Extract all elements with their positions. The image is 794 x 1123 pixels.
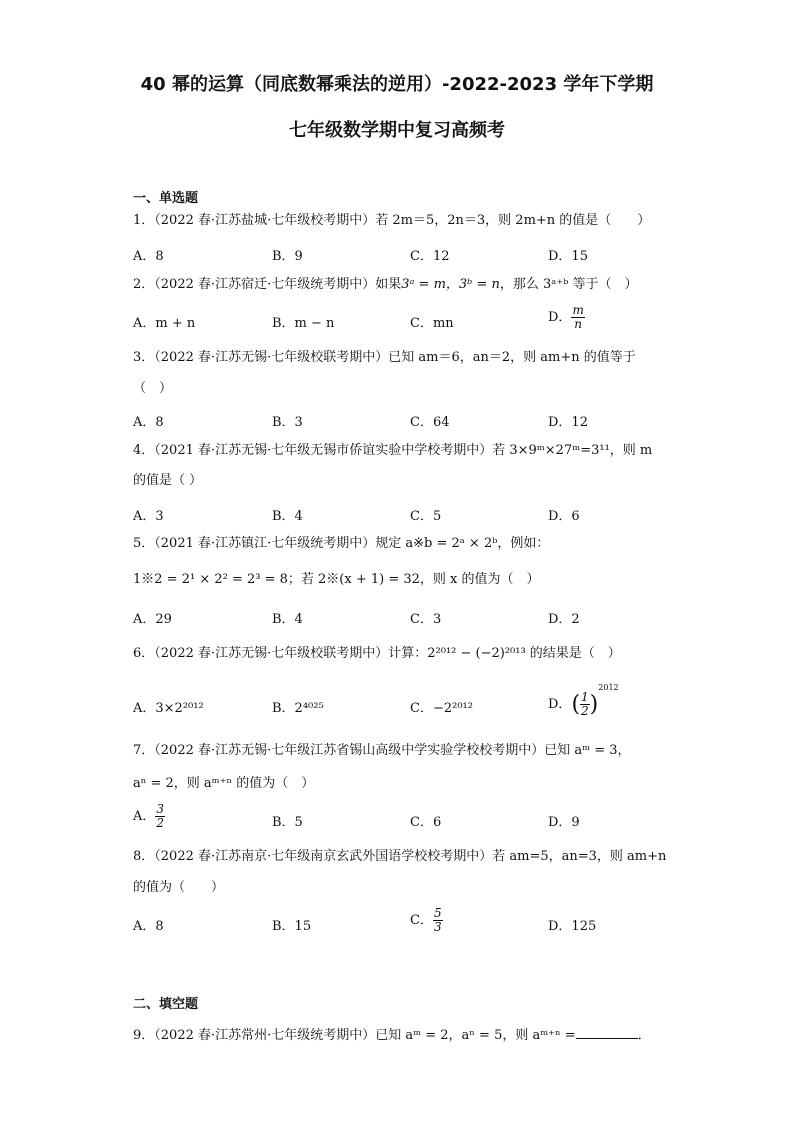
question-8-option-a[interactable]: A．8	[133, 919, 164, 934]
question-8-option-c[interactable]	[410, 907, 443, 934]
question-7-option-c[interactable]: C．6	[410, 815, 442, 830]
question-5-stem-line1: 5．（2021 春·江苏镇江·七年级统考期中）规定 a※b = 2ᵃ × 2ᵇ，例如：	[133, 536, 550, 551]
question-5-option-d[interactable]: D．2	[548, 612, 580, 627]
question-6-stem: 6．（2022 春·江苏无锡·七年级校联考期中）计算：2²⁰¹² − (−2)²⁰¹³ 的结果是（ ）	[133, 646, 621, 661]
question-2-option-d[interactable]	[548, 304, 585, 331]
fraction-denominator: 2	[581, 704, 589, 718]
question-7-option-d[interactable]: D．9	[548, 815, 580, 830]
question-9-stem-suffix: ．	[637, 1028, 651, 1043]
question-7-option-a-fraction	[155, 803, 165, 830]
question-2-stem-suffix: ，那么 3ᵃ⁺ᵇ 等于（ ）	[499, 277, 638, 292]
question-3-option-b[interactable]: B．3	[272, 415, 303, 430]
question-5-options	[133, 608, 693, 632]
question-3-stem-line2: （ ）	[133, 381, 173, 396]
question-6-option-b[interactable]: B．2⁴⁰²⁵	[272, 701, 324, 716]
question-4-stem-line2: 的值是（ ）	[133, 473, 203, 488]
question-8-stem-line2: 的值为（ ）	[133, 880, 225, 895]
fraction-denominator: 3	[433, 920, 442, 934]
question-1-stem: 1．（2022 春·江苏盐城·七年级校考期中）若 2m＝5，2n＝3，则 2m+n 的值是（ ）	[133, 213, 651, 228]
fraction-numerator: m	[572, 303, 584, 317]
question-5-option-b[interactable]: B．4	[272, 612, 303, 627]
fraction-numerator: 1	[581, 690, 589, 704]
question-2-stem-math: 3ᵃ = m，3ᵇ = n	[401, 277, 500, 292]
question-5-option-a[interactable]: A．29	[133, 612, 172, 627]
question-3-option-c[interactable]: C．64	[410, 415, 450, 430]
question-8-option-d[interactable]: D．125	[548, 919, 597, 934]
section-single-choice: 一、单选题	[133, 191, 199, 206]
question-6-option-d-fraction	[580, 691, 590, 718]
question-4-option-b[interactable]: B．4	[272, 509, 303, 524]
question-9-answer-blank[interactable]	[576, 1026, 638, 1039]
question-6-option-d-exponent: 2012	[598, 683, 619, 692]
question-8-options	[133, 906, 693, 939]
question-8-option-b[interactable]: B．15	[272, 919, 312, 934]
question-6-option-d[interactable]	[548, 683, 619, 718]
fraction-numerator: 3	[156, 802, 165, 816]
question-6-option-a[interactable]: A．3×2²⁰¹²	[133, 701, 204, 716]
question-8-option-c-fraction	[433, 907, 443, 934]
question-2-option-a[interactable]: A．m + n	[133, 316, 196, 331]
right-paren: )	[589, 692, 599, 717]
question-1-option-a[interactable]: A．8	[133, 249, 164, 264]
question-2-option-c[interactable]: C．mn	[410, 316, 454, 331]
question-4-options	[133, 505, 693, 529]
question-1-options	[133, 245, 693, 269]
document-title-line2: 七年级数学期中复习高频考	[289, 120, 505, 141]
left-paren: (	[571, 692, 581, 717]
question-5-option-c[interactable]: C．3	[410, 612, 442, 627]
question-7-option-b[interactable]: B．5	[272, 815, 303, 830]
section-fill-blank: 二、填空题	[133, 997, 199, 1012]
question-2-option-b[interactable]: B．m − n	[272, 316, 335, 331]
question-1-option-c[interactable]: C．12	[410, 249, 450, 264]
question-2-option-d-label: D．	[548, 310, 572, 325]
question-9-stem-prefix: 9．（2022 春·江苏常州·七年级统考期中）已知 aᵐ = 2，aⁿ = 5，则 aᵐ⁺ⁿ =	[133, 1028, 576, 1043]
question-2-options	[133, 303, 693, 336]
question-1-option-d[interactable]: D．15	[548, 249, 588, 264]
question-7-option-a[interactable]	[133, 803, 165, 830]
question-3-option-a[interactable]: A．8	[133, 415, 164, 430]
question-3-options	[133, 411, 693, 435]
question-2-option-d-fraction	[571, 304, 584, 331]
question-4-option-d[interactable]: D．6	[548, 509, 580, 524]
question-3-option-d[interactable]: D．12	[548, 415, 588, 430]
fraction-denominator: n	[574, 317, 582, 331]
question-9-stem	[133, 1026, 651, 1044]
question-4-option-a[interactable]: A．3	[133, 509, 164, 524]
question-7-stem-line1: 7．（2022 春·江苏无锡·七年级江苏省锡山高级中学实验学校校考期中）已知 aᵐ = 3，	[133, 743, 631, 758]
question-6-option-d-label: D．	[548, 697, 572, 712]
question-7-options	[133, 802, 693, 835]
question-4-stem-line1: 4．（2021 春·江苏无锡·七年级无锡市侨谊实验中学校考期中）若 3×9ᵐ×27ᵐ=3¹¹，则 m	[133, 443, 653, 458]
fraction-numerator: 5	[433, 906, 442, 920]
question-5-stem-line2: 1※2 = 2¹ × 2² = 2³ = 8；若 2※(x + 1) = 32，则 x 的值为（ ）	[133, 572, 540, 587]
question-7-stem-line2: aⁿ = 2，则 aᵐ⁺ⁿ 的值为（ ）	[133, 776, 315, 791]
question-6-options	[133, 683, 693, 721]
question-2-stem	[133, 277, 638, 293]
question-4-option-c[interactable]: C．5	[410, 509, 442, 524]
fraction-denominator: 2	[156, 816, 165, 830]
question-8-stem-line1: 8．（2022 春·江苏南京·七年级南京玄武外国语学校校考期中）若 am=5，an=3，则 am+n	[133, 849, 667, 864]
question-7-option-a-label: A．	[133, 809, 156, 824]
question-2-stem-prefix: 2．（2022 春·江苏宿迁·七年级统考期中）如果	[133, 277, 402, 292]
question-1-option-b[interactable]: B．9	[272, 249, 303, 264]
question-6-option-c[interactable]: C．−2²⁰¹²	[410, 701, 473, 716]
document-title-line1: 40 幂的运算（同底数幂乘法的逆用）-2022-2023 学年下学期	[140, 74, 654, 95]
question-3-stem-line1: 3．（2022 春·江苏无锡·七年级校联考期中）已知 am＝6，an＝2，则 am+n 的值等于	[133, 350, 636, 365]
question-8-option-c-label: C．	[410, 913, 433, 928]
